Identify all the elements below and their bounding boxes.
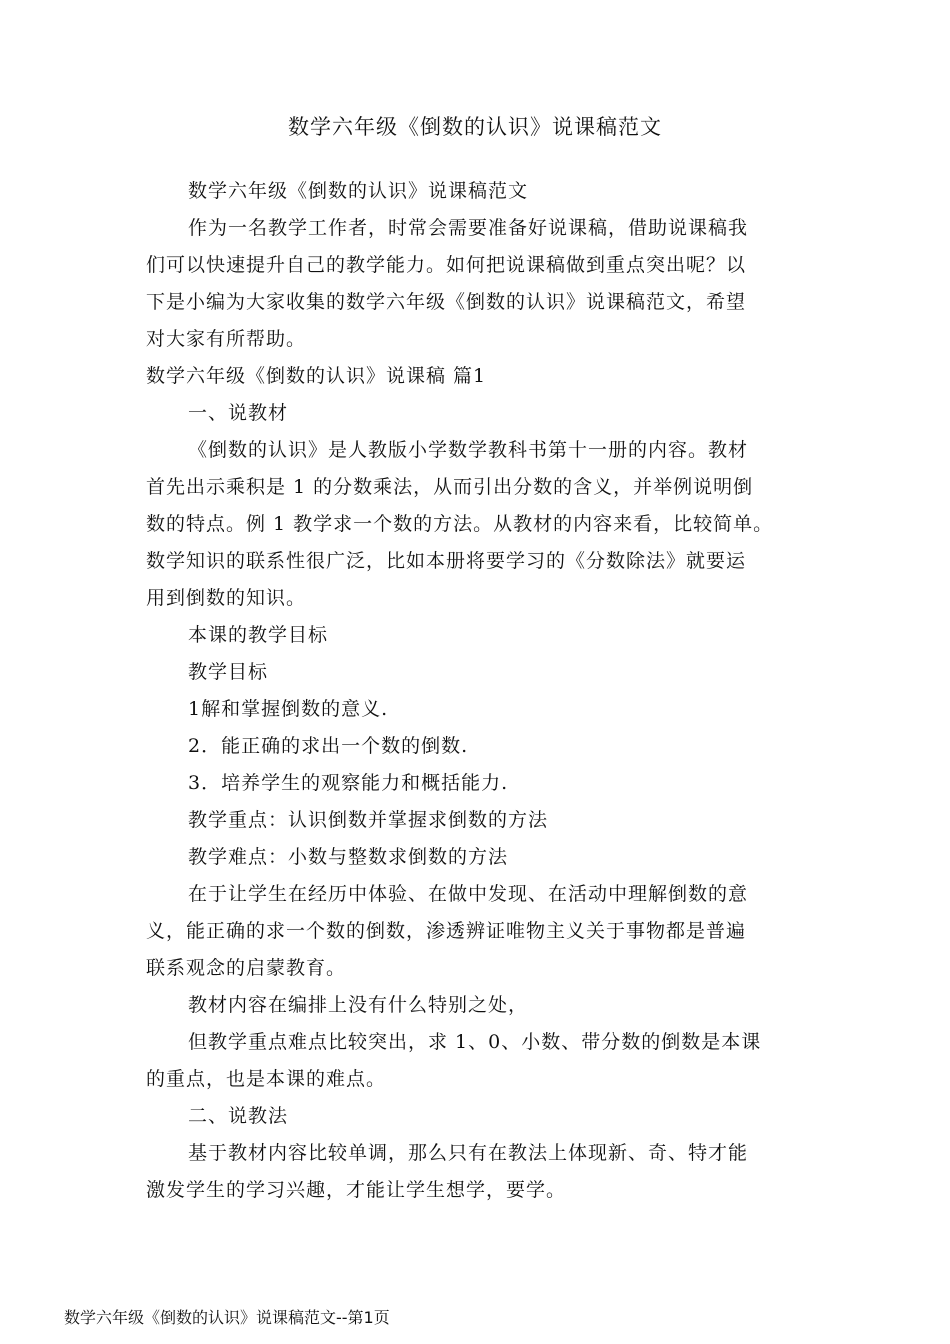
text-line: 《倒数的认识》是人教版小学数学教科书第十一册的内容。教材: [188, 439, 749, 461]
text-line: 教学难点：小数与整数求倒数的方法: [188, 846, 509, 868]
text-line: 一、说教材: [188, 402, 289, 424]
text-line: 义，能正确的求一个数的倒数，渗透辨证唯物主义关于事物都是普遍: [146, 920, 747, 942]
text-line: 教学目标: [188, 661, 269, 683]
text-line: 数学六年级《倒数的认识》说课稿范文: [188, 180, 529, 202]
text-line: 本课的教学目标: [188, 624, 329, 646]
text-line: 数学六年级《倒数的认识》说课稿 篇1: [146, 365, 487, 387]
text-line: 对大家有所帮助。: [146, 328, 307, 350]
text-line: 3．培养学生的观察能力和概括能力.: [188, 772, 509, 794]
text-line: 们可以快速提升自己的教学能力。如何把说课稿做到重点突出呢？以: [146, 254, 747, 276]
text-line: 首先出示乘积是 1 的分数乘法，从而引出分数的含义，并举例说明倒: [146, 476, 754, 498]
text-line: 二、说教法: [188, 1105, 289, 1127]
text-line: 下是小编为大家收集的数学六年级《倒数的认识》说课稿范文，希望: [146, 291, 747, 313]
text-line: 的重点，也是本课的难点。: [146, 1068, 387, 1090]
page-footer: 数学六年级《倒数的认识》说课稿范文--第1页: [64, 1308, 390, 1327]
text-line: 基于教材内容比较单调，那么只有在教法上体现新、奇、特才能: [188, 1142, 749, 1164]
document-body: [146, 173, 812, 1209]
text-line: 联系观念的启蒙教育。: [146, 957, 347, 979]
text-line: 在于让学生在经历中体验、在做中发现、在活动中理解倒数的意: [188, 883, 749, 905]
text-line: 数学知识的联系性很广泛，比如本册将要学习的《分数除法》就要运: [146, 550, 747, 572]
text-line: 教材内容在编排上没有什么特别之处，: [188, 994, 529, 1016]
text-line: 用到倒数的知识。: [146, 587, 307, 609]
text-line: 教学重点：认识倒数并掌握求倒数的方法: [188, 809, 549, 831]
text-line: 作为一名教学工作者，时常会需要准备好说课稿，借助说课稿我: [188, 217, 749, 239]
text-line: 数的特点。例 1 教学求一个数的方法。从教材的内容来看，比较简单。: [146, 513, 774, 535]
text-line: 激发学生的学习兴趣，才能让学生想学，要学。: [146, 1179, 567, 1201]
text-line: 但教学重点难点比较突出，求 1、0、小数、带分数的倒数是本课: [188, 1031, 762, 1053]
text-line: 1解和掌握倒数的意义.: [188, 698, 389, 720]
page-title: 数学六年级《倒数的认识》说课稿范文: [288, 115, 662, 139]
text-line: 2．能正确的求出一个数的倒数.: [188, 735, 469, 757]
